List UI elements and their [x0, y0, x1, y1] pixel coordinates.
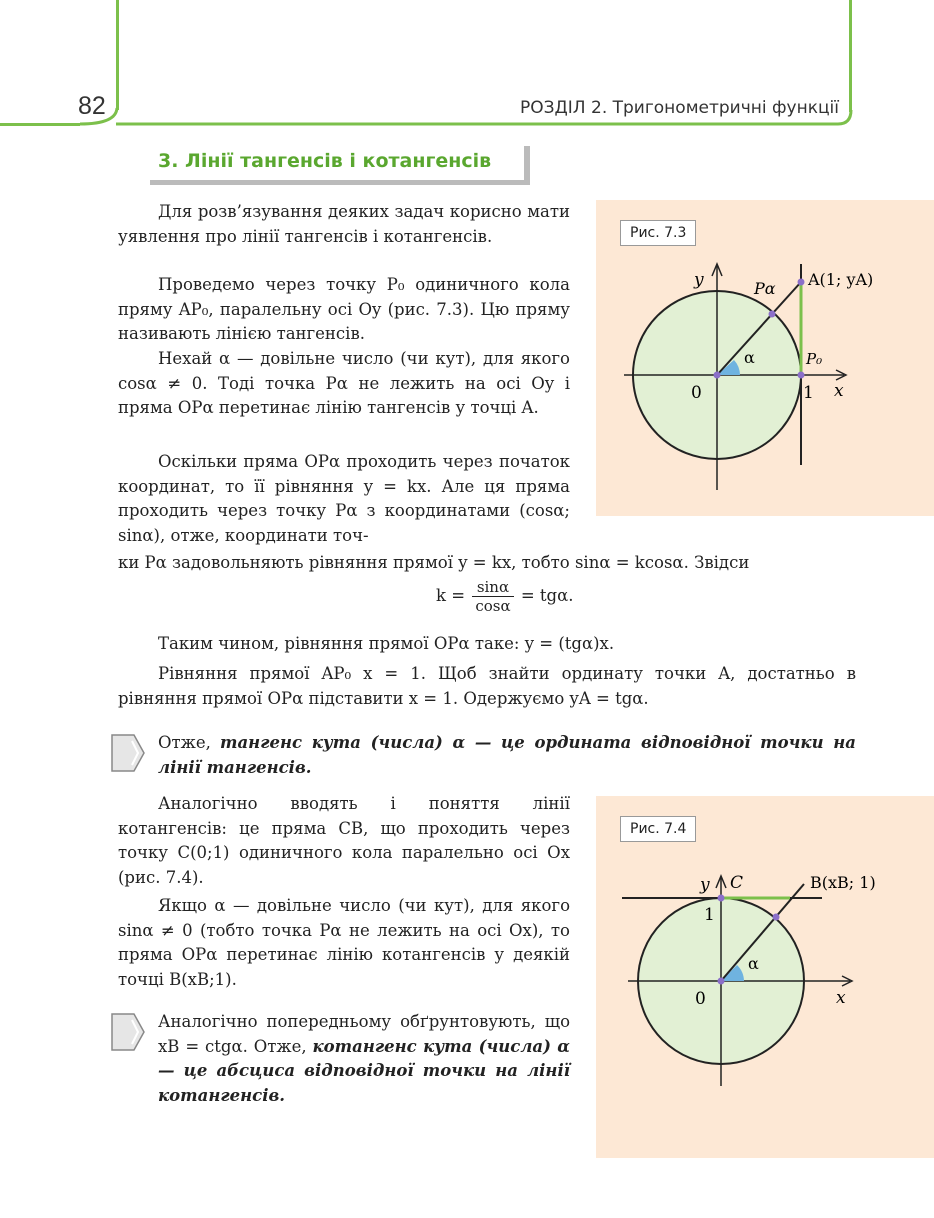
figure-7-4 — [596, 796, 934, 1158]
fig74-x-label: x — [836, 988, 846, 1008]
fig74-y-label: y — [700, 875, 710, 895]
fig73-a-label: A(1; yA) — [808, 270, 874, 289]
figure-7-3-label: Рис. 7.3 — [620, 220, 696, 246]
note-arrow-icon — [110, 1012, 146, 1052]
fig73-x-label: x — [834, 381, 844, 401]
figure-7-3-drawing — [596, 200, 934, 516]
formula-rhs: = tgα. — [520, 586, 574, 605]
paragraph-2: Проведемо через точку P₀ одиничного кола пряму AP₀, паралельну осі Oy (рис. 7.3). Цю пряму називають лінією тангенсів. — [118, 275, 570, 343]
paragraph-6: Рівняння прямої AP₀ x = 1. Щоб знайти ординату точки A, достатньо в рівняння прямої OPα підставити x = 1. Одержуємо yA = tgα. — [118, 664, 856, 708]
formula-k-lhs: k = — [436, 586, 466, 605]
note-cotangent-prefix: Аналогічно попередньому обґрунтовують, що xB = ctgα. Отже, — [158, 1012, 570, 1056]
fig74-b-label: B(xB; 1) — [810, 873, 876, 892]
point-c — [718, 895, 725, 902]
fig73-alpha-label: α — [744, 348, 755, 367]
paragraph-1: Для розв’язування деяких задач корисно мати уявлення про лінії тангенсів і котангенсів. — [118, 202, 570, 246]
point-a — [798, 279, 805, 286]
note-tangent-prefix: Отже, — [158, 733, 221, 752]
paragraph-4a: Оскільки пряма OPα проходить через початок координат, то її рівняння y = kx. Але ця пряма проходить через точку Pα з координатами (cosα; sinα), отже, координати точ- — [118, 452, 570, 545]
fig74-alpha-label: α — [748, 954, 759, 973]
paragraph-8: Якщо α — довільне число (чи кут), для якого sinα ≠ 0 (тобто точка Pα не лежить на осі Ox), то пряма OPα перетинає лінію котангенсів у деякій точці B(xB;1). — [118, 896, 570, 989]
origin-point — [718, 978, 725, 985]
note-tangent — [158, 731, 856, 780]
point-p-alpha — [769, 311, 776, 318]
note-tangent-emphasis: тангенс кута (числа) α — це ордината відповідної точки на лінії тангенсів. — [158, 733, 856, 777]
paragraph-3: Нехай α — довільне число (чи кут), для якого cosα ≠ 0. Тоді точка Pα не лежить на осі Oy і пряма OPα перетинає лінію тангенсів у точці A. — [118, 349, 570, 417]
figure-7-4-label: Рис. 7.4 — [620, 816, 696, 842]
fig73-p0-label: P₀ — [806, 350, 823, 368]
formula-denominator: cosα — [475, 597, 511, 615]
origin-point — [714, 372, 721, 379]
formula-fraction — [472, 578, 513, 615]
figure-7-3 — [596, 200, 934, 516]
fig73-p-alpha-label: Pα — [754, 279, 776, 298]
fig73-y-label: y — [694, 270, 704, 290]
formula-k — [436, 578, 574, 615]
fig74-c-label: C — [730, 873, 744, 893]
note-cotangent-emphasis: котангенс кута (числа) α — це абсциса відповідної точки на лінії котангенсів. — [158, 1036, 570, 1105]
section-title-box — [150, 146, 530, 185]
fig73-zero-label: 0 — [691, 383, 702, 403]
fig73-one-label: 1 — [803, 383, 814, 403]
formula-numerator: sinα — [472, 578, 513, 597]
note-cotangent — [158, 1010, 570, 1108]
note-arrow-icon — [110, 733, 146, 773]
point-p0 — [798, 372, 805, 379]
paragraph-7: Аналогічно вводять і поняття лінії котангенсів: це пряма CB, що проходить через точку C(0;1) одиничного кола паралельно осі Ox (рис. 7.4). — [118, 794, 570, 887]
paragraph-5: Таким чином, рівняння прямої OPα таке: y = (tgα)x. — [158, 634, 615, 653]
point-p-alpha — [773, 914, 780, 921]
figure-7-4-drawing — [596, 796, 934, 1158]
running-head: РОЗДІЛ 2. Тригонометричні функції — [519, 98, 839, 118]
header-frame — [0, 0, 934, 140]
section-title: 3. Лінії тангенсів і котангенсів — [158, 150, 492, 172]
fig74-zero-label: 0 — [695, 989, 706, 1009]
page-number: 82 — [78, 92, 106, 120]
fig74-one-label: 1 — [704, 905, 715, 925]
paragraph-4b: ки Pα задовольняють рівняння прямої y = kx, тобто sinα = kcosα. Звідси — [118, 553, 750, 572]
